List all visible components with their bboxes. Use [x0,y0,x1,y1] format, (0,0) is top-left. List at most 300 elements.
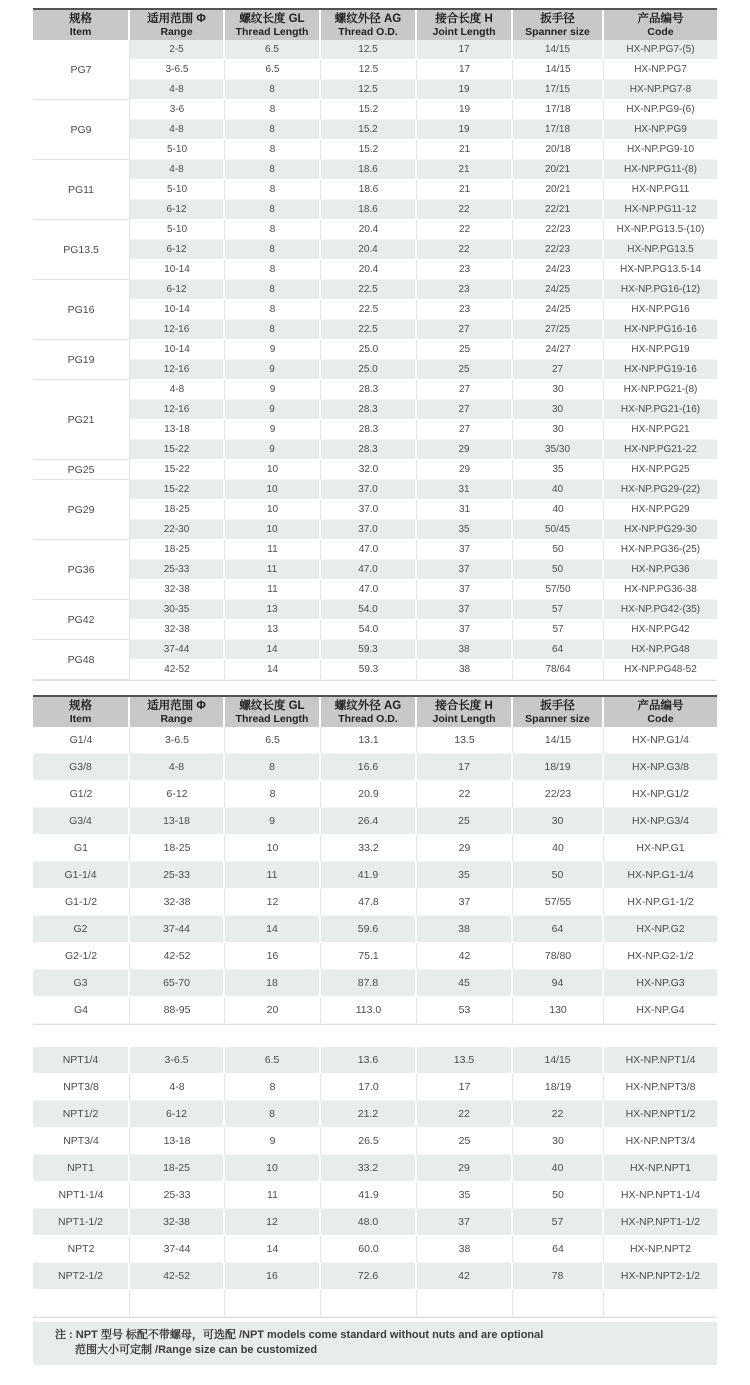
data-cell: 20/18 [513,140,604,160]
table-row [33,60,717,80]
table-row [33,220,717,240]
column-header [321,10,417,40]
data-cell: 10 [225,460,321,480]
data-cell: 5-10 [130,140,225,160]
data-cell: 32-38 [130,580,225,600]
table-row [33,1155,717,1182]
data-cell: 6.5 [225,727,321,754]
data-cell: 94 [513,970,604,997]
table-row [33,480,717,500]
data-cell: 37 [417,600,513,620]
data-cell: 22-30 [130,520,225,540]
data-cell: 11 [225,540,321,560]
data-cell: 27 [417,400,513,420]
data-cell: 24/25 [513,300,604,320]
table-row [33,80,717,100]
data-cell: 27 [417,380,513,400]
data-cell: 21 [417,140,513,160]
column-header-zh: 螺纹外径 AG [334,699,402,712]
footnote-line-1: 注 : NPT 型号 标配不带螺母，可选配 /NPT models come standard without nuts and are optional [55,1329,544,1341]
header-row [33,697,717,727]
data-cell: HX-NP.PG7-8 [604,80,717,100]
data-cell: 32-38 [130,1209,225,1236]
data-cell: 42 [417,943,513,970]
data-cell: 47.0 [321,560,417,580]
data-cell: 37 [417,620,513,640]
column-header-zh: 规格 [69,699,92,712]
table-row [33,943,717,970]
data-cell: 6-12 [130,781,225,808]
data-cell: 59.3 [321,640,417,660]
data-cell: 22 [417,240,513,260]
column-header-en: Range [160,25,193,38]
data-cell: 22 [513,1101,604,1128]
data-cell: HX-NP.PG36-38 [604,580,717,600]
data-cell: 37 [417,889,513,916]
item-cell: PG36 [33,540,130,600]
data-cell: 37-44 [130,916,225,943]
data-cell: NPT1/4 [33,1047,130,1074]
data-cell: 3-6.5 [130,1047,225,1074]
data-cell: 8 [225,80,321,100]
column-header-en: Range [160,712,193,725]
data-cell: G1-1/4 [33,862,130,889]
data-cell: 8 [225,140,321,160]
data-cell: 50/45 [513,520,604,540]
column-header-en: Thread Length [235,712,309,725]
data-cell: 28.3 [321,420,417,440]
data-cell: NPT2 [33,1236,130,1263]
data-cell: 8 [225,1074,321,1101]
data-cell: 10 [225,480,321,500]
data-cell: 64 [513,1236,604,1263]
data-cell: 28.3 [321,380,417,400]
column-header-en: Joint Length [432,712,496,725]
column-header-zh: 规格 [69,12,92,25]
data-cell: 9 [225,808,321,835]
table-row [33,808,717,835]
data-cell [33,1290,130,1317]
data-cell: HX-NP.NPT2-1/2 [604,1263,717,1290]
data-cell: 19 [417,120,513,140]
data-cell: 41.9 [321,1182,417,1209]
data-cell: 57 [513,1209,604,1236]
data-cell: 28.3 [321,400,417,420]
data-cell: 33.2 [321,1155,417,1182]
table-row [33,1263,717,1290]
item-cell: PG29 [33,480,130,540]
data-cell: 27 [513,360,604,380]
data-cell: 59.6 [321,916,417,943]
column-header-zh: 接合长度 H [435,699,493,712]
table-row [33,1047,717,1074]
data-cell: HX-NP.PG7 [604,60,717,80]
data-cell: 17/18 [513,120,604,140]
table-row [33,600,717,620]
data-cell: 13-18 [130,420,225,440]
data-cell: 23 [417,260,513,280]
data-cell: G1 [33,835,130,862]
data-cell: 47.8 [321,889,417,916]
data-cell: 32-38 [130,620,225,640]
table-row [33,1074,717,1101]
data-cell: 13 [225,600,321,620]
data-cell: 17.0 [321,1074,417,1101]
column-header [513,10,604,40]
column-header-en: Joint Length [432,25,496,38]
data-cell: NPT2-1/2 [33,1263,130,1290]
data-cell: 57 [513,620,604,640]
data-cell: 113.0 [321,997,417,1024]
data-cell: 31 [417,480,513,500]
column-header [604,697,717,727]
data-cell: 3-6.5 [130,60,225,80]
data-cell: 6.5 [225,40,321,60]
data-cell: 22.5 [321,280,417,300]
data-cell: 15.2 [321,120,417,140]
data-cell: 26.5 [321,1128,417,1155]
data-cell: 11 [225,862,321,889]
data-cell: 35/30 [513,440,604,460]
data-cell: 8 [225,200,321,220]
item-cell: PG42 [33,600,130,640]
data-cell: HX-NP.G4 [604,997,717,1024]
data-cell: 13-18 [130,808,225,835]
item-cell: PG7 [33,40,130,100]
data-cell: 29 [417,440,513,460]
table-row [33,180,717,200]
data-cell: HX-NP.PG16-(12) [604,280,717,300]
data-cell: HX-NP.PG13.5-(10) [604,220,717,240]
data-cell: 18-25 [130,1155,225,1182]
data-cell: 30 [513,380,604,400]
data-cell: 54.0 [321,620,417,640]
data-cell: G3/8 [33,754,130,781]
data-cell: 48.0 [321,1209,417,1236]
data-cell: HX-NP.PG29-30 [604,520,717,540]
data-cell: 20.9 [321,781,417,808]
data-cell: 30 [513,1128,604,1155]
table-row [33,320,717,340]
data-cell: HX-NP.PG13.5-14 [604,260,717,280]
data-cell: 22.5 [321,300,417,320]
table-row [33,754,717,781]
data-cell: G2 [33,916,130,943]
data-cell: 4-8 [130,754,225,781]
data-cell: 16.6 [321,754,417,781]
data-cell: 64 [513,916,604,943]
data-cell: 25 [417,340,513,360]
column-header-en: Item [69,712,92,725]
data-cell: 18-25 [130,500,225,520]
data-cell: G1-1/2 [33,889,130,916]
data-cell: 10-14 [130,340,225,360]
column-header-zh: 适用范围 Φ [147,12,206,25]
data-cell: HX-NP.NPT1/4 [604,1047,717,1074]
data-cell: 25.0 [321,340,417,360]
data-cell: 30-35 [130,600,225,620]
data-cell: 8 [225,300,321,320]
table-row [33,862,717,889]
column-header [417,697,513,727]
data-cell: HX-NP.NPT1-1/2 [604,1209,717,1236]
data-cell: HX-NP.PG11-12 [604,200,717,220]
data-cell: 14 [225,1236,321,1263]
data-cell: 12-16 [130,400,225,420]
data-cell: 47.0 [321,580,417,600]
data-cell: NPT1-1/4 [33,1182,130,1209]
table-row [33,40,717,60]
item-cell: PG25 [33,460,130,480]
data-cell: 50 [513,862,604,889]
column-header-zh: 适用范围 Φ [147,699,206,712]
table-row [33,340,717,360]
item-cell: PG19 [33,340,130,380]
data-cell: 22 [417,220,513,240]
data-cell: HX-NP.G3 [604,970,717,997]
data-cell: 18-25 [130,540,225,560]
data-cell: 21.2 [321,1101,417,1128]
data-cell: 12.5 [321,40,417,60]
data-cell: 22.5 [321,320,417,340]
column-header [604,10,717,40]
data-cell: 13.5 [417,1047,513,1074]
data-cell: 88-95 [130,997,225,1024]
column-header-en: Code [647,25,674,38]
data-cell: 19 [417,100,513,120]
data-cell: 38 [417,1236,513,1263]
data-cell: 57 [513,600,604,620]
data-cell: 5-10 [130,220,225,240]
table-row [33,400,717,420]
data-cell: NPT3/8 [33,1074,130,1101]
data-cell: 14/15 [513,60,604,80]
data-cell: 4-8 [130,1074,225,1101]
data-cell: HX-NP.G1/4 [604,727,717,754]
data-cell: 18/19 [513,754,604,781]
data-cell: HX-NP.PG16-16 [604,320,717,340]
data-cell: 12.5 [321,80,417,100]
column-header [225,10,321,40]
data-cell: 37.0 [321,520,417,540]
data-cell: 11 [225,560,321,580]
data-cell: 21 [417,160,513,180]
data-cell: 22/23 [513,240,604,260]
data-cell [604,1290,717,1317]
column-header-zh: 接合长度 H [435,12,493,25]
data-cell: 60.0 [321,1236,417,1263]
data-cell: 10 [225,1155,321,1182]
data-cell: 22/23 [513,781,604,808]
table-row [33,889,717,916]
data-cell: 30 [513,420,604,440]
data-cell: 41.9 [321,862,417,889]
data-cell: 10 [225,520,321,540]
data-cell: 38 [417,660,513,680]
data-cell: 13 [225,620,321,640]
data-cell [130,1290,225,1317]
data-cell: HX-NP.PG21-(8) [604,380,717,400]
header-row [33,10,717,40]
data-cell: 53 [417,997,513,1024]
data-cell: 8 [225,1101,321,1128]
data-cell: 15-22 [130,460,225,480]
data-cell: 57/50 [513,580,604,600]
column-header-zh: 扳手径 [540,12,575,25]
data-cell: 20 [225,997,321,1024]
data-cell: G2-1/2 [33,943,130,970]
data-cell: 38 [417,640,513,660]
table-row [33,260,717,280]
data-cell: 18 [225,970,321,997]
table-row [33,280,717,300]
data-cell: 18.6 [321,200,417,220]
data-cell: 3-6 [130,100,225,120]
data-cell: 6-12 [130,200,225,220]
data-cell: 15.2 [321,140,417,160]
table-row [33,540,717,560]
data-cell: 8 [225,160,321,180]
npt-spec-table [33,1047,717,1318]
data-cell: 37.0 [321,500,417,520]
data-cell: HX-NP.PG9-10 [604,140,717,160]
data-cell: HX-NP.PG9-(6) [604,100,717,120]
table-row [33,300,717,320]
data-cell: HX-NP.PG42-(35) [604,600,717,620]
data-cell: HX-NP.G3/4 [604,808,717,835]
data-cell: 8 [225,240,321,260]
data-cell: 2-5 [130,40,225,60]
data-cell: 25 [417,808,513,835]
data-cell: HX-NP.PG36-(25) [604,540,717,560]
data-cell: 78/64 [513,660,604,680]
column-header [225,697,321,727]
data-cell: 29 [417,835,513,862]
data-cell: 12-16 [130,320,225,340]
g-table-header [33,697,717,727]
data-cell: 35 [417,862,513,889]
table-row [33,997,717,1024]
data-cell: 25.0 [321,360,417,380]
data-cell: 37 [417,560,513,580]
data-cell: 54.0 [321,600,417,620]
data-cell: 37-44 [130,1236,225,1263]
data-cell: 14/15 [513,1047,604,1074]
data-cell: HX-NP.NPT1/2 [604,1101,717,1128]
table-row [33,1236,717,1263]
data-cell: NPT1/2 [33,1101,130,1128]
data-cell: HX-NP.PG42 [604,620,717,640]
data-cell: 38 [417,916,513,943]
data-cell: 50 [513,540,604,560]
column-header [130,10,225,40]
data-cell: 18.6 [321,160,417,180]
table-row [33,1101,717,1128]
data-cell: HX-NP.NPT2 [604,1236,717,1263]
data-cell [513,1290,604,1317]
data-cell: HX-NP.G1 [604,835,717,862]
data-cell: HX-NP.PG25 [604,460,717,480]
data-cell: 26.4 [321,808,417,835]
data-cell: 13-18 [130,1128,225,1155]
data-cell: HX-NP.PG29 [604,500,717,520]
data-cell: 65-70 [130,970,225,997]
data-cell: HX-NP.PG19 [604,340,717,360]
spacer [33,681,717,695]
data-cell: 22 [417,781,513,808]
table-row [33,1182,717,1209]
data-cell: 17 [417,40,513,60]
table-row [33,560,717,580]
table-row [33,781,717,808]
data-cell: 12 [225,889,321,916]
table-row [33,420,717,440]
column-header-en: Thread O.D. [338,712,398,725]
data-cell: 17 [417,754,513,781]
data-cell: 15.2 [321,100,417,120]
table-row [33,835,717,862]
data-cell: 9 [225,1128,321,1155]
data-cell: 8 [225,100,321,120]
data-cell: 13.6 [321,1047,417,1074]
data-cell: 10 [225,835,321,862]
data-cell: 14 [225,916,321,943]
data-cell: 6-12 [130,280,225,300]
pg-table-body [33,40,717,680]
column-header-en: Spanner size [525,712,590,725]
table-row [33,660,717,680]
table-row [33,200,717,220]
data-cell: 17/18 [513,100,604,120]
table-row [33,916,717,943]
data-cell: 17 [417,1074,513,1101]
footnote [33,1322,717,1365]
data-cell: 22/23 [513,220,604,240]
data-cell: 20/21 [513,160,604,180]
data-cell: 6-12 [130,1101,225,1128]
data-cell: 11 [225,1182,321,1209]
column-header-zh: 螺纹外径 AG [334,12,402,25]
column-header-en: Spanner size [525,25,590,38]
data-cell: HX-NP.G1/2 [604,781,717,808]
data-cell: 40 [513,480,604,500]
data-cell: 5-10 [130,180,225,200]
data-cell: 40 [513,835,604,862]
data-cell: 42-52 [130,943,225,970]
data-cell: 22/21 [513,200,604,220]
table-row [33,440,717,460]
data-cell: G1/4 [33,727,130,754]
data-cell: HX-NP.PG36 [604,560,717,580]
column-header [33,10,130,40]
column-header-zh: 螺纹长度 GL [239,12,305,25]
data-cell: 47.0 [321,540,417,560]
data-cell: 20/21 [513,180,604,200]
data-cell: 14 [225,640,321,660]
column-header-en: Item [69,25,92,38]
data-cell: HX-NP.PG11 [604,180,717,200]
data-cell: 23 [417,300,513,320]
data-cell: 9 [225,440,321,460]
data-cell: 12.5 [321,60,417,80]
table-row [33,727,717,754]
data-cell: 25-33 [130,862,225,889]
data-cell: 14/15 [513,40,604,60]
data-cell: 28.3 [321,440,417,460]
item-cell: PG9 [33,100,130,160]
data-cell: 8 [225,220,321,240]
data-cell: 42-52 [130,1263,225,1290]
